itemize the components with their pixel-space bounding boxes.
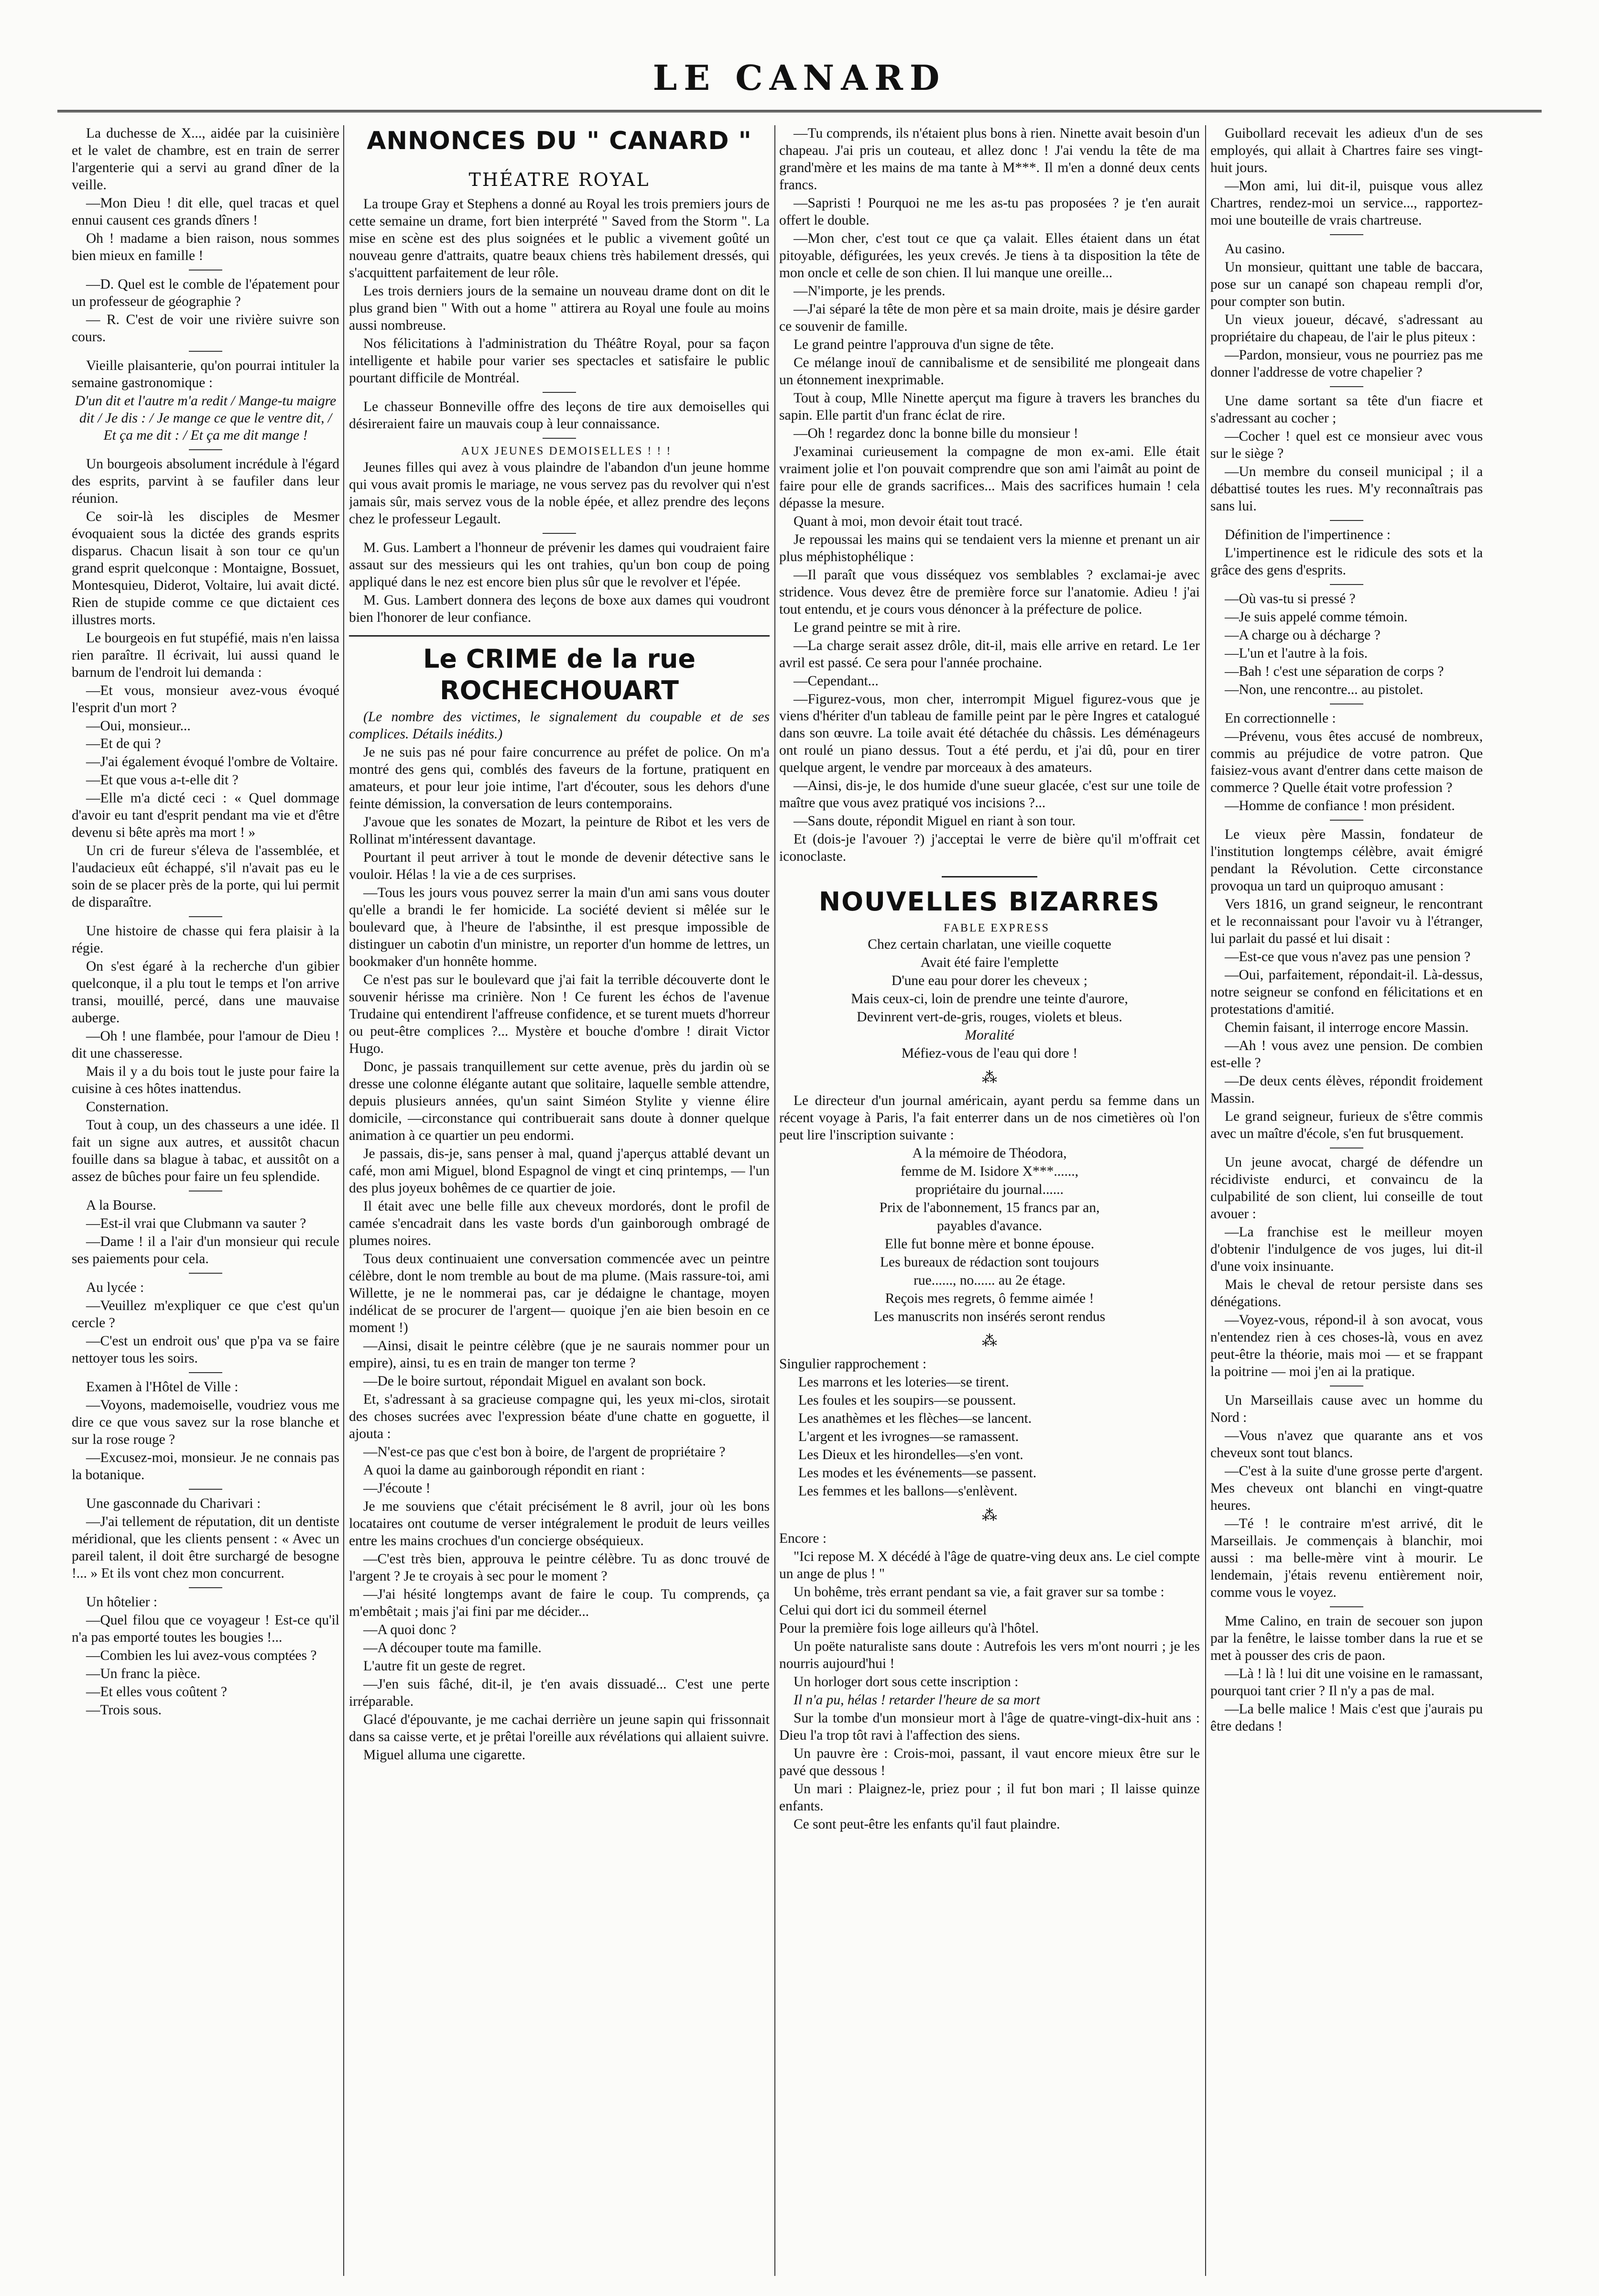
paragraph: —Mon cher, c'est tout ce que ça valait. Elles étaient dans un état pitoyable, défigurées, les yeux crevés. Je tiens à ta disposition la tête de mon oncle et celle de son chien. Il lui manque une oreille... bbox=[779, 230, 1200, 281]
paragraph: —Il paraît que vous disséquez vos semblables ? exclamai-je avec stridence. Vous devez être de première force sur l'anatomie. Adieu ! j'ai tout entendu, et je cours vous dénoncer à la préfecture de police. bbox=[779, 567, 1200, 617]
paragraph: —Dame ! il a l'air d'un monsieur qui recule ses paiements pour cela. bbox=[72, 1234, 339, 1267]
paragraph: Un vieux joueur, décavé, s'adressant au propriétaire du chapeau, de l'air le plus piteux : bbox=[1210, 312, 1483, 345]
paragraph: Glacé d'épouvante, je me cachai derrière un jeune sapin qui frissonnait dans sa caisse verte, et je prêtai l'oreille aux révélations qui allaient suivre. bbox=[349, 1711, 770, 1744]
paragraph: —Vous n'avez que quarante ans et vos cheveux sont tout blancs. bbox=[1210, 1428, 1483, 1461]
list-item: L'argent et les ivrognes—se ramassent. bbox=[798, 1429, 1019, 1445]
list-item: Les foules et les soupirs—se poussent. bbox=[798, 1393, 1016, 1408]
paragraph: —La belle malice ! Mais c'est que j'aurais pu être dedans ! bbox=[1210, 1701, 1483, 1734]
verse-line: propriétaire du journal...... bbox=[915, 1182, 1064, 1198]
verse-line: femme de M. Isidore X***......, bbox=[901, 1164, 1078, 1180]
separator bbox=[543, 533, 576, 534]
paragraph: —Tous les jours vous pouvez serrer la main d'un ami sans vous douter qu'elle a brandi le fer homicide. La société devient si mêlée sur le boulevard que, à l'heure de l'absinthe, il est presque impossible de distinguer un cabotin d'un ministre, un reporter d'un homme de lettres, un bookmaker d'un honnête homme. bbox=[349, 885, 770, 970]
masthead-rule bbox=[57, 110, 1542, 112]
paragraph: —L'un et l'autre à la fois. bbox=[1225, 645, 1368, 661]
paragraph: Vieille plaisanterie, qu'on pourrai intituler la semaine gastronomique : bbox=[72, 357, 339, 390]
paragraph: Les trois derniers jours de la semaine un nouveau drame dont on dit le plus grand bien " With out a home " attirera au Royal une foule au moins aussi nombreuse. bbox=[349, 283, 770, 333]
paragraph: Un poëte naturaliste sans doute : Autrefois les vers m'ont nourri ; je les nourris aujourd'hui ! bbox=[779, 1639, 1200, 1672]
separator bbox=[189, 1489, 222, 1490]
paragraph: —Oui, parfaitement, répondait-il. Là-dessus, notre seigneur se confond en félicitations et en protestations d'amitié. bbox=[1210, 967, 1483, 1018]
paragraph: Le bourgeois en fut stupéfié, mais n'en laissa rien paraître. Il écrivait, lui aussi quand le barnum de l'endroit lui demanda : bbox=[72, 630, 339, 680]
verse-line: Mais ceux-ci, loin de prendre une teinte d'aurore, bbox=[851, 991, 1128, 1007]
paragraph: Singulier rapprochement : bbox=[779, 1356, 927, 1372]
paragraph: Mais il y a du bois tout le juste pour faire la cuisine à ces hôtes inattendus. bbox=[72, 1064, 339, 1097]
paragraph: A quoi la dame au gainborough répondit en riant : bbox=[363, 1462, 645, 1478]
paragraph: A la Bourse. bbox=[86, 1198, 156, 1213]
paragraph: —J'ai séparé la tête de mon père et sa main droite, mais je désire garder ce souvenir de famille. bbox=[779, 301, 1200, 334]
paragraph: Et, s'adressant à sa gracieuse compagne qui, les yeux mi-clos, sirotait des choses sucrées avec l'expression béate d'une chatte en goguette, il ajouta : bbox=[349, 1391, 770, 1441]
paragraph: Un bourgeois absolument incrédule à l'égard des esprits, parvint à se faufiler dans leur réunion. bbox=[72, 456, 339, 506]
paragraph: "Ici repose M. X décédé à l'âge de quatre-ving deux ans. Le ciel compte un ange de plus ! " bbox=[779, 1549, 1200, 1582]
paragraph: Une gasconnade du Charivari : bbox=[86, 1495, 261, 1511]
separator bbox=[189, 1372, 222, 1373]
paragraph: La duchesse de X..., aidée par la cuisinière et le valet de chambre, est en train de serrer l'argenterie qui a servi au grand dîner de la veille. bbox=[72, 126, 339, 193]
paragraph: Ce mélange inouï de cannibalisme et de sensibilité me plongeait dans un étonnement inexprimable. bbox=[779, 355, 1200, 388]
separator bbox=[189, 449, 222, 450]
paragraph: Quant à moi, mon devoir était tout tracé. bbox=[794, 513, 1023, 529]
asterism: ⁂ bbox=[982, 1506, 997, 1524]
list-item: Les anathèmes et les flèches—se lancent. bbox=[798, 1411, 1032, 1427]
verse-line: Prix de l'abonnement, 15 francs par an, bbox=[879, 1200, 1100, 1216]
paragraph: —Tu comprends, ils n'étaient plus bons à rien. Ninette avait besoin d'un chapeau. J'ai pris un couteau, et allez donc ! J'ai vendu la tête de ma grand'mère et les mains de ma tante à M***. Il m'en a donné deux cents francs. bbox=[779, 126, 1200, 193]
paragraph: —Un franc la pièce. bbox=[86, 1666, 201, 1681]
paragraph: Au casino. bbox=[1225, 241, 1285, 257]
column-4 bbox=[1210, 125, 1483, 2285]
paragraph: —J'ai hésité longtemps avant de faire le coup. Tu comprends, ça m'embêtait ; mais j'ai fini par me décider... bbox=[349, 1586, 770, 1619]
list-item: Les Dieux et les hirondelles—s'en vont. bbox=[798, 1447, 1023, 1463]
crime-subtitle: (Le nombre des victimes, le signalement du coupable et de ses complices. Détails inédits.) bbox=[349, 709, 770, 742]
verse: D'un dit et l'autre m'a redit / Mange-tu maigre dit / Je dis : / Je mange ce que le ventre dit, / Et ça me dit : / Et ça me dit mange ! bbox=[75, 393, 337, 443]
paragraph: —Cependant... bbox=[794, 673, 879, 689]
column-divider bbox=[774, 125, 775, 2276]
paragraph: —Et vous, monsieur avez-vous évoqué l'esprit d'un mort ? bbox=[72, 682, 339, 715]
paragraph: Tout à coup, un des chasseurs a une idée. Il fait un signe aux autres, et aussitôt chacun fouille dans sa blague à tabac, et aussitôt on a assez de bûches pour faire un feu splendide. bbox=[72, 1117, 339, 1185]
paragraph: Un jeune avocat, chargé de défendre un récidiviste endurci, et convaincu de la culpabilité de son client, lui conseille de tout avouer : bbox=[1210, 1155, 1483, 1222]
paragraph: Une histoire de chasse qui fera plaisir à la régie. bbox=[72, 923, 339, 956]
fable-heading: FABLE EXPRESS bbox=[944, 922, 1050, 935]
paragraph: Tous deux continuaient une conversation commencée avec un peintre célèbre, dont le nom tremble au bout de ma plume. (Mais rassure-toi, ami Willette, je ne le nommerai pas, car je dédaigne le chantage, moyen indélicat de se procurer de l'argent— quoique j'en aie bien besoin en ce moment !) bbox=[349, 1251, 770, 1335]
paragraph: —Mon ami, lui dit-il, puisque vous allez Chartres, rendez-moi un service..., rapportez-moi une bouteille de vrais chartreuse. bbox=[1210, 178, 1483, 228]
paragraph: Un horloger dort sous cette inscription : bbox=[794, 1674, 1019, 1690]
paragraph: Encore : bbox=[779, 1531, 827, 1547]
paragraph: Le grand peintre se mit à rire. bbox=[794, 619, 961, 635]
paragraph: —Mon Dieu ! dit elle, quel tracas et quel ennui causent ces grands dîners ! bbox=[72, 195, 339, 228]
paragraph: —Veuillez m'expliquer ce que c'est qu'un cercle ? bbox=[72, 1298, 339, 1331]
rapprochement-list bbox=[779, 1374, 1200, 1500]
annonces-heading: ANNONCES DU " CANARD " bbox=[367, 127, 752, 155]
asterism: ⁂ bbox=[982, 1332, 997, 1350]
paragraph: Nos félicitations à l'administration du Théâtre Royal, pour sa façon intelligente et habile pour varier ses spectacles et satisfaire le public pourtant difficile de Montréal. bbox=[349, 336, 770, 386]
verse-line: A la mémoire de Théodora, bbox=[912, 1146, 1067, 1161]
paragraph: —N'importe, je les prends. bbox=[794, 283, 946, 299]
verse-line: Devinrent vert-de-gris, rouges, violets et bleus. bbox=[857, 1009, 1122, 1025]
list-item: Les marrons et les loteries—se tirent. bbox=[798, 1375, 1009, 1390]
paragraph: —Té ! le contraire m'est arrivé, dit le Marseillais. Je commençais à blanchir, moi aussi : ma belle-mère vint à mourir. Le lendemain, j'étais revenu entièrement noir, comme vous le voyez. bbox=[1210, 1516, 1483, 1600]
paragraph: —A charge ou à décharge ? bbox=[1225, 627, 1381, 643]
paragraph: —Quel filou que ce voyageur ! Est-ce qu'il n'a pas emporté toutes les bougies !... bbox=[72, 1612, 339, 1645]
paragraph: Le chasseur Bonneville offre des leçons de tire aux demoiselles qui désireraient faire un mauvais coup à leur connaissance. bbox=[349, 399, 770, 432]
paragraph: —La franchise est le meilleur moyen d'obtenir l'indulgence de vos juges, lui dit-il d'une voix insinuante. bbox=[1210, 1224, 1483, 1275]
paragraph: —Sans doute, répondit Miguel en riant à son tour. bbox=[794, 813, 1076, 829]
paragraph: Je me souviens que c'était précisément le 8 avril, jour où les bons locataires ont coutume de verser intégralement le produit de leurs veilles entre les mains crochues d'un concierge obséquieux. bbox=[349, 1498, 770, 1549]
paragraph: —C'est très bien, approuva le peintre célèbre. Tu as donc trouvé de l'argent ? Je te croyais à sec pour le moment ? bbox=[349, 1551, 770, 1584]
column-divider bbox=[343, 125, 344, 2276]
paragraph: —Elle m'a dicté ceci : « Quel dommage d'avoir eu tant d'esprit pendant ma vie et d'être devenu si bête après ma mort ! » bbox=[72, 791, 339, 841]
paragraph: —J'en suis fâché, dit-il, je t'en avais dissuadé... C'est une perte irréparable. bbox=[349, 1676, 770, 1709]
paragraph: Ce soir-là les disciples de Mesmer évoquaient sous la dictée des grands esprits disparus. Chacun lisait à son tour ce qu'un grand esprit quelconque : Montaigne, Bossuet, Montesquieu, Diderot, Voltaire, lui avait dicté. Rien de stupide comme ce que dictaient ces illustres morts. bbox=[72, 509, 339, 628]
paragraph: Celui qui dort ici du sommeil éternel bbox=[779, 1603, 987, 1618]
paragraph: Oh ! madame a bien raison, nous sommes bien mieux en famille ! bbox=[72, 230, 339, 263]
verse-line: Avait été faire l'emplette bbox=[920, 955, 1059, 971]
paragraph: —Cocher ! quel est ce monsieur avec vous sur le siège ? bbox=[1210, 428, 1483, 461]
paragraph: Donc, je passais tranquillement sur cette avenue, près du jardin où se dresse une colonne élégante autant que solitaire, laquelle semble attendre, depuis plusieurs années, qu'un saint Siméon Stylite y vienne élire domicile, —circonstance qui contribuerait sans doute à donner quelque animation à ce quartier un peu endormi. bbox=[349, 1059, 770, 1144]
separator bbox=[1330, 234, 1363, 235]
paragraph: L'autre fit un geste de regret. bbox=[363, 1658, 526, 1674]
verse-line: Reçois mes regrets, ô femme aimée ! bbox=[885, 1291, 1094, 1307]
paragraph: Guibollard recevait les adieux d'un de ses employés, qui allait à Chartres faire ses vingt-huit jours. bbox=[1210, 126, 1483, 175]
paragraph: On s'est égaré à la recherche d'un gibier quelconque, il a plu tout le temps et l'on arrive transi, mouillé, percé, dans une mauvaise auberge. bbox=[72, 959, 339, 1026]
paragraph: Un cri de fureur s'éleva de l'assemblée, et l'audacieux eût échappé, s'il n'avait pas eu le soin de se placer près de la porte, qui lui permit de disparaître. bbox=[72, 843, 339, 910]
verse-line: Elle fut bonne mère et bonne épouse. bbox=[884, 1236, 1095, 1252]
paragraph: L'impertinence est le ridicule des sots et la grâce des gens d'esprits. bbox=[1210, 545, 1483, 578]
paragraph: —Oui, monsieur... bbox=[86, 718, 191, 734]
paragraph: Un pauvre ère : Crois-moi, passant, il vaut encore mieux être sur le pavé que dessous ! bbox=[779, 1745, 1200, 1778]
separator bbox=[189, 270, 222, 271]
paragraph: —Pardon, monsieur, vous ne pourriez pas me donner l'addresse de votre chapelier ? bbox=[1210, 347, 1483, 380]
paragraph: —Trois sous. bbox=[86, 1702, 162, 1718]
paragraph: —Excusez-moi, monsieur. Je ne connais pas la botanique. bbox=[72, 1450, 339, 1483]
separator bbox=[189, 1273, 222, 1274]
paragraph: Ce n'est pas sur le boulevard que j'ai fait la terrible découverte dont le souvenir hérisse ma crinière. Non ! Ce furent les échos de l'avenue Trudaine qui entendirent l'affreuse confidence, et se turent muets d'horreur ou peut-être complices ?... Mystère et bouche d'ombre ! dirait Victor Hugo. bbox=[349, 972, 770, 1057]
paragraph: Ce sont peut-être les enfants qu'il faut plaindre. bbox=[794, 1816, 1060, 1832]
paragraph: —C'est un endroit ous' que p'pa va se faire nettoyer tous les soirs. bbox=[72, 1333, 339, 1366]
theatre-heading: THÉATRE ROYAL bbox=[468, 169, 650, 191]
nouvelles-heading: NOUVELLES BIZARRES bbox=[818, 887, 1161, 917]
paragraph: Je repoussai les mains qui se tendaient vers la mienne et prenant un air plus méphistophélique : bbox=[779, 531, 1200, 564]
separator bbox=[189, 1587, 222, 1588]
list-item: Les femmes et les ballons—s'enlèvent. bbox=[798, 1484, 1018, 1499]
verse-line: Les bureaux de rédaction sont toujours bbox=[880, 1255, 1099, 1270]
paragraph: — R. C'est de voir une rivière suivre son cours. bbox=[72, 312, 339, 345]
paragraph: —Où vas-tu si pressé ? bbox=[1225, 591, 1356, 606]
paragraph: —Est-ce que vous n'avez pas une pension ? bbox=[1225, 949, 1471, 965]
paragraph: —Ainsi, disait le peintre célèbre (que je ne saurais nommer pour un empire), ainsi, tu es en train de manger ton terme ? bbox=[349, 1338, 770, 1371]
column-2 bbox=[349, 125, 770, 2285]
paragraph: —Ainsi, dis-je, le dos humide d'une sueur glacée, c'est sur une toile de maître que vous avez pratiqué vos incisions ?... bbox=[779, 778, 1200, 811]
paragraph: Mais le cheval de retour persiste dans ses dénégations. bbox=[1210, 1277, 1483, 1310]
column-3 bbox=[779, 125, 1200, 2285]
paragraph: Examen à l'Hôtel de Ville : bbox=[86, 1379, 239, 1395]
verse-line: Méfiez-vous de l'eau qui dore ! bbox=[901, 1046, 1078, 1061]
paragraph: Une dame sortant sa tête d'un fiacre et s'adressant au cocher ; bbox=[1210, 393, 1483, 426]
paragraph: M. Gus. Lambert donnera des leçons de boxe aux dames qui voudront bien l'honorer de leur confiance. bbox=[349, 592, 770, 625]
paragraph: Un hôtelier : bbox=[86, 1594, 158, 1610]
separator bbox=[1330, 1606, 1363, 1607]
paragraph: —Et que vous a-t-elle dit ? bbox=[86, 772, 239, 788]
paragraph: J'avoue que les sonates de Mozart, la peinture de Ribot et les vers de Rollinat m'intéressent davantage. bbox=[349, 814, 770, 847]
separator bbox=[189, 351, 222, 352]
paragraph: J'examinai curieusement la compagne de mon ex-ami. Elle était vraiment jolie et l'on pouvait comprendre que son ami l'aimât au point de faire pour elle de grands sacrifices... Mais des sacrifices humain ! cela dépasse la mesure. bbox=[779, 444, 1200, 511]
epitaph bbox=[779, 1145, 1200, 1326]
paragraph: —Voyez-vous, répond-il à son avocat, vous n'entendez rien à ces choses-là, vous en avez peut-être la théorie, mais moi — et se frappant la poitrine — moi j'en ai la pratique. bbox=[1210, 1312, 1483, 1379]
paragraph: Mme Calino, en train de secouer son jupon par la fenêtre, le laisse tomber dans la rue et se met à pousser des cris de paon. bbox=[1210, 1613, 1483, 1663]
masthead-title: LE CANARD bbox=[653, 57, 946, 98]
paragraph: Chemin faisant, il interroge encore Massin. bbox=[1225, 1020, 1469, 1036]
paragraph: —Non, une rencontre... au pistolet. bbox=[1225, 682, 1424, 697]
separator bbox=[1330, 584, 1363, 585]
separator bbox=[1330, 386, 1363, 387]
separator bbox=[543, 438, 576, 439]
paragraph: —Bah ! c'est une séparation de corps ? bbox=[1225, 663, 1444, 679]
paragraph: —J'ai également évoqué l'ombre de Voltaire. bbox=[86, 754, 338, 770]
paragraph: Pour la première fois loge ailleurs qu'à l'hôtel. bbox=[779, 1621, 1039, 1636]
verse-line: Chez certain charlatan, une vieille coquette bbox=[868, 937, 1111, 953]
paragraph: —Prévenu, vous êtes accusé de nombreux, commis au préjudice de votre patron. Que faisiez-vous avant d'entrer dans cette maison de commerce ? Quelle était votre profession ? bbox=[1210, 728, 1483, 796]
paragraph: —De deux cents élèves, répondit froidement Massin. bbox=[1210, 1073, 1483, 1106]
paragraph: Il n'a pu, hélas ! retarder l'heure de sa mort bbox=[794, 1692, 1040, 1708]
demoiselles-heading: AUX JEUNES DEMOISELLES ! ! ! bbox=[461, 444, 672, 457]
paragraph: Au lycée : bbox=[86, 1280, 144, 1296]
paragraph: Définition de l'impertinence : bbox=[1225, 527, 1391, 542]
paragraph: Le directeur d'un journal américain, ayant perdu sa femme dans un récent voyage à Paris, l'a fait enterrer dans un de nos cimetières où l'on peut lire l'inscription suivante : bbox=[779, 1093, 1200, 1143]
paragraph: —Sapristi ! Pourquoi ne me les as-tu pas proposées ? je t'en aurait offert le double. bbox=[779, 195, 1200, 228]
paragraph: —A découper toute ma famille. bbox=[363, 1640, 542, 1656]
separator bbox=[543, 392, 576, 393]
paragraph: —Voyons, mademoiselle, voudriez vous me dire ce que vous savez sur la rose blanche et sur la rose rouge ? bbox=[72, 1397, 339, 1447]
paragraph: —Un membre du conseil municipal ; il a débattisé toutes les rues. M'y reconnaîtrais pas sans lui. bbox=[1210, 464, 1483, 514]
paragraph: M. Gus. Lambert a l'honneur de prévenir les dames qui voudraient faire assaut sur des messieurs qui les ont trahies, qu'un bon coup de poing appliqué dans le nez est encore bien plus sûr que le revolver et l'épée. bbox=[349, 540, 770, 590]
column-divider bbox=[1205, 125, 1206, 2276]
paragraph: La troupe Gray et Stephens a donné au Royal les trois premiers jours de cette semaine un drame, fort bien interprété " Saved from the Storm ". La mise en scène est des plus soignées et le public a vivement goûté un nouveau genre d'attraits, quatre beaux chiens très habilement dressés, qui s'acquittent parfaitement de leur rôle. bbox=[349, 196, 770, 281]
paragraph: Miguel alluma une cigarette. bbox=[363, 1747, 526, 1763]
paragraph: En correctionnelle : bbox=[1225, 710, 1336, 726]
paragraph: —C'est à la suite d'une grosse perte d'argent. Mes cheveux ont blanchi en vingt-quatre heures. bbox=[1210, 1463, 1483, 1513]
paragraph: Vers 1816, un grand seigneur, le rencontrant et le reconnaissant pour l'avoir vu à l'étranger, lui parlait du passé et lui disait : bbox=[1210, 897, 1483, 947]
verse-line: Les manuscrits non insérés seront rendus bbox=[873, 1309, 1106, 1325]
paragraph: —J'écoute ! bbox=[363, 1480, 431, 1496]
verse-line: payables d'avance. bbox=[937, 1218, 1042, 1234]
verse-line: rue......, no...... au 2e étage. bbox=[914, 1273, 1066, 1289]
paragraph: —Et de qui ? bbox=[86, 736, 161, 752]
paragraph: —A quoi donc ? bbox=[363, 1622, 457, 1637]
paragraph: Le grand peintre l'approuva d'un signe de tête. bbox=[794, 336, 1054, 352]
paragraph: —J'ai tellement de réputation, dit un dentiste méridional, que les clients pensent : « Avec un pareil talent, il doit être surchargé de besogne !... » Et ils vont chez mon concurrent. bbox=[72, 1514, 339, 1581]
paragraph: —Combien les lui avez-vous comptées ? bbox=[86, 1647, 317, 1663]
verse-line: D'une eau pour dorer les cheveux ; bbox=[892, 973, 1088, 989]
paragraph: Je ne suis pas né pour faire concurrence au préfet de police. On m'a montré des gens qui, comblés des faveurs de la fortune, pratiquent en amateurs, et pour leur joie intime, l'art d'écouter, sous les dehors d'une feinte démission, la conversation de leurs contemporains. bbox=[349, 745, 770, 812]
paragraph: —Oh ! une flambée, pour l'amour de Dieu ! dit une chasseresse. bbox=[72, 1029, 339, 1061]
paragraph: —Je suis appelé comme témoin. bbox=[1225, 609, 1408, 625]
paragraph: —D. Quel est le comble de l'épatement pour un professeur de géographie ? bbox=[72, 276, 339, 309]
paragraph: Tout à coup, Mlle Ninette aperçut ma figure à travers les branches du sapin. Elle partit d'un franc éclat de rire. bbox=[779, 390, 1200, 423]
separator bbox=[942, 876, 1037, 877]
separator bbox=[1330, 820, 1363, 821]
column-1 bbox=[72, 125, 339, 2285]
paragraph: —De le boire surtout, répondait Miguel en avalant son bock. bbox=[363, 1373, 706, 1389]
fable-poem bbox=[779, 936, 1200, 1062]
verse-line: Moralité bbox=[965, 1028, 1014, 1043]
paragraph: Consternation. bbox=[86, 1099, 169, 1115]
separator bbox=[1330, 520, 1363, 521]
paragraph: Le grand seigneur, furieux de s'être commis avec un maître d'école, s'en fut brusquement. bbox=[1210, 1109, 1483, 1142]
crime-heading: Le CRIME de la rue ROCHECHOUART bbox=[349, 635, 770, 706]
paragraph: Il était avec une belle fille aux cheveux mordorés, dont le profil de camée s'encadrait dans les vaste bords d'un gainborough ombragé de plumes noires. bbox=[349, 1199, 770, 1248]
paragraph: Je passais, dis-je, sans penser à mal, quand j'aperçus attablé devant un café, mon ami Miguel, blond Espagnol de vingt et cinq printemps, — l'un des plus joyeux bohêmes de ce quartier de joie. bbox=[349, 1146, 770, 1196]
paragraph: —Figurez-vous, mon cher, interrompit Miguel figurez-vous que je viens d'hériter d'un tableau de famille peint par le père Ingres et catalogué dans son œuvre. La toile avait été détachée du châssis. Les déménageurs ont roulé un piano dessus. Tout a été perdu, et j'ai dû, pour en tirer quelque argent, le vendre par morceaux à des amateurs. bbox=[779, 691, 1200, 776]
paragraph: Un mari : Plaignez-le, priez pour ; il fut bon mari ; Il laisse quinze enfants. bbox=[779, 1781, 1200, 1814]
paragraph: —Homme de confiance ! mon président. bbox=[1225, 798, 1455, 814]
separator bbox=[189, 916, 222, 917]
paragraph: Un Marseillais cause avec un homme du Nord : bbox=[1210, 1392, 1483, 1425]
list-item: Les modes et les événements—se passent. bbox=[798, 1465, 1037, 1481]
paragraph: Sur la tombe d'un monsieur mort à l'âge de quatre-vingt-dix-huit ans : Dieu l'a trop tôt ravi à l'affection des siens. bbox=[779, 1710, 1200, 1743]
paragraph: Pourtant il peut arriver à tout le monde de devenir détective sans le vouloir. Hélas ! la vie a de ces surprises. bbox=[349, 850, 770, 883]
paragraph: Le vieux père Massin, fondateur de l'institution longtemps célèbre, avait émigré pendant la Révolution. Cette circonstance provoqua un tard un quiproquo amusant : bbox=[1210, 827, 1483, 894]
paragraph: —Est-il vrai que Clubmann va sauter ? bbox=[86, 1216, 306, 1232]
paragraph: Un bohême, très errant pendant sa vie, a fait graver sur sa tombe : bbox=[794, 1584, 1164, 1600]
paragraph: —N'est-ce pas que c'est bon à boire, de l'argent de propriétaire ? bbox=[363, 1444, 726, 1460]
paragraph: —La charge serait assez drôle, dit-il, mais elle arrive en retard. Le 1er avril est passé. Ce sera pour l'année prochaine. bbox=[779, 638, 1200, 671]
paragraph: Un monsieur, quittant une table de baccara, pose sur un canapé son chapeau rempli d'or, pour compter son butin. bbox=[1210, 259, 1483, 309]
paragraph: —Ah ! vous avez une pension. De combien est-elle ? bbox=[1210, 1038, 1483, 1071]
paragraph: Jeunes filles qui avez à vous plaindre de l'abandon d'un jeune homme qui vous avait promis le mariage, ne vous servez pas du revolver qui n'est jamais sûr, mais servez vous de la noble épée, et allez prendre des leçons chez le professeur Legault. bbox=[349, 459, 770, 527]
asterism: ⁂ bbox=[982, 1069, 997, 1086]
paragraph: —Là ! là ! lui dit une voisine en le ramassant, pourquoi tant crier ? Il n'y a pas de mal. bbox=[1210, 1666, 1483, 1699]
paragraph: Et (dois-je l'avouer ?) j'acceptai le verre de bière qu'il m'offrait cet iconoclaste. bbox=[779, 832, 1200, 865]
paragraph: —Oh ! regardez donc la bonne bille du monsieur ! bbox=[794, 425, 1078, 441]
paragraph: —Et elles vous coûtent ? bbox=[86, 1684, 227, 1700]
